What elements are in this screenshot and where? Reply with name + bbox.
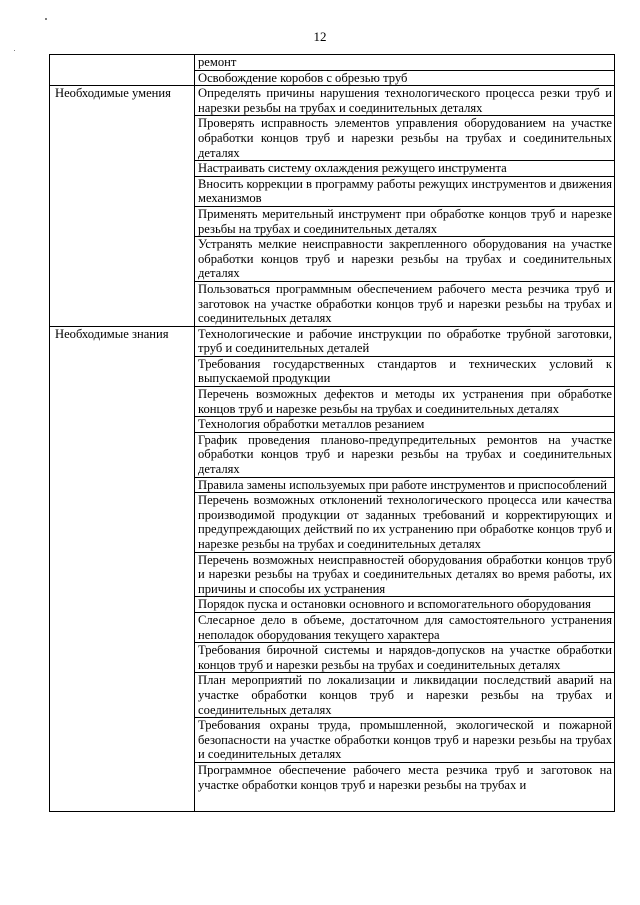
requirement-text: Пользоваться программным обеспечением рабочего места резчика труб и заготовок на участке обработки концов труб и нарезки резьбы на трубах и соединительных деталях: [198, 281, 612, 326]
requirement-cell: [195, 281, 615, 326]
requirement-cell: [195, 762, 615, 811]
requirement-cell: [195, 643, 615, 673]
requirement-text: Программное обеспечение рабочего места резчика труб и заготовок на участке обработки концов труб и нарезки резьбы на трубах и: [198, 762, 612, 792]
requirement-cell: [195, 477, 615, 493]
section-label-cell: [50, 55, 195, 86]
requirement-cell: [195, 432, 615, 477]
requirement-text: Требования бирочной системы и нарядов-допусков на участке обработки концов труб и нарезки резьбы на трубах и соединительных деталях: [198, 643, 612, 672]
requirement-text: Освобождение коробов с обрезью труб: [198, 70, 408, 85]
requirement-cell: [195, 387, 615, 417]
requirement-cell: [195, 161, 615, 177]
requirement-text: Вносить коррекции в программу работы режущих инструментов и движения механизмов: [198, 176, 612, 206]
requirement-text: Применять мерительный инструмент при обработке концов труб и нарезке резьбы на трубах и соединительных деталях: [198, 206, 612, 236]
requirement-text: График проведения планово-предупредительных ремонтов на участке обработки концов труб и нарезки резьбы на трубах и соединительных деталях: [198, 432, 612, 477]
requirement-cell: [195, 55, 615, 71]
table-row: [50, 55, 615, 71]
requirement-cell: [195, 417, 615, 433]
requirement-cell: [195, 86, 615, 116]
requirement-cell: [195, 326, 615, 356]
requirement-cell: [195, 612, 615, 642]
section-label-cell: [50, 86, 195, 327]
requirement-cell: [195, 552, 615, 597]
requirement-text: Перечень возможных дефектов и методы их устранения при обработке концов труб и нарезке резьбы на трубах и соединительных деталях: [198, 387, 612, 416]
requirement-text: Порядок пуска и остановки основного и вспомогательного оборудования: [198, 597, 591, 612]
scan-speck: [14, 50, 15, 51]
requirement-cell: [195, 597, 615, 613]
section-label-cell: [50, 326, 195, 811]
requirement-text: Определять причины нарушения технологического процесса резки труб и нарезки резьбы на трубах и соединительных деталях: [198, 86, 612, 115]
requirement-text: Перечень возможных неисправностей оборудования обработки концов труб и нарезки резьбы на трубах и соединительных деталях во время работы, их причины и способы их устранения: [198, 552, 612, 596]
requirement-cell: [195, 673, 615, 718]
requirement-text: Требования государственных стандартов и технических условий к выпускаемой продукции: [198, 356, 612, 386]
requirement-text: План мероприятий по локализации и ликвидации последствий аварий на участке обработки концов труб и нарезки резьбы на трубах и соединительных деталях: [198, 673, 612, 717]
requirement-cell: [195, 356, 615, 386]
requirement-cell: [195, 206, 615, 236]
section-label: Необходимые знания: [55, 326, 169, 341]
requirement-text: Требования охраны труда, промышленной, экологической и пожарной безопасности на участке обработки концов труб и нарезки резьбы на трубах и соединительных деталях: [198, 718, 612, 762]
requirement-cell: [195, 116, 615, 161]
requirement-cell: [195, 70, 615, 86]
requirement-cell: [195, 718, 615, 763]
requirement-cell: [195, 237, 615, 282]
requirement-text: Правила замены используемых при работе инструментов и приспособлений: [198, 477, 607, 492]
competency-table: [49, 54, 615, 812]
section-label: Необходимые умения: [55, 86, 171, 101]
table-row: [50, 326, 615, 356]
scan-speck: [45, 18, 47, 20]
requirement-text: Перечень возможных отклонений технологического процесса или качества производимой продукции от заданных требований и корректирующих и предупреждающих действий по их устранению при обработке концов труб и нарезке резьбы на трубах и соединительных деталях: [198, 493, 612, 551]
table-row: [50, 86, 615, 116]
requirement-text: Слесарное дело в объеме, достаточном для самостоятельного устранения неполадок оборудования текущего характера: [198, 612, 612, 642]
table-body: [50, 55, 615, 812]
requirement-text: Технология обработки металлов резанием: [198, 417, 425, 432]
requirement-cell: [195, 493, 615, 552]
page-number: 12: [313, 29, 327, 44]
requirement-text: ремонт: [198, 55, 237, 69]
requirement-cell: [195, 176, 615, 206]
requirement-text: Технологические и рабочие инструкции по обработке трубной заготовки, труб и соединительных деталей: [198, 326, 612, 356]
requirement-text: Проверять исправность элементов управления оборудованием на участке обработки концов труб и нарезки резьбы на трубах и соединительных деталях: [198, 116, 612, 160]
requirement-text: Устранять мелкие неисправности закрепленного оборудования на участке обработки концов труб и нарезки резьбы на трубах и соединительных деталях: [198, 237, 612, 281]
requirement-text: Настраивать систему охлаждения режущего инструмента: [198, 161, 507, 176]
